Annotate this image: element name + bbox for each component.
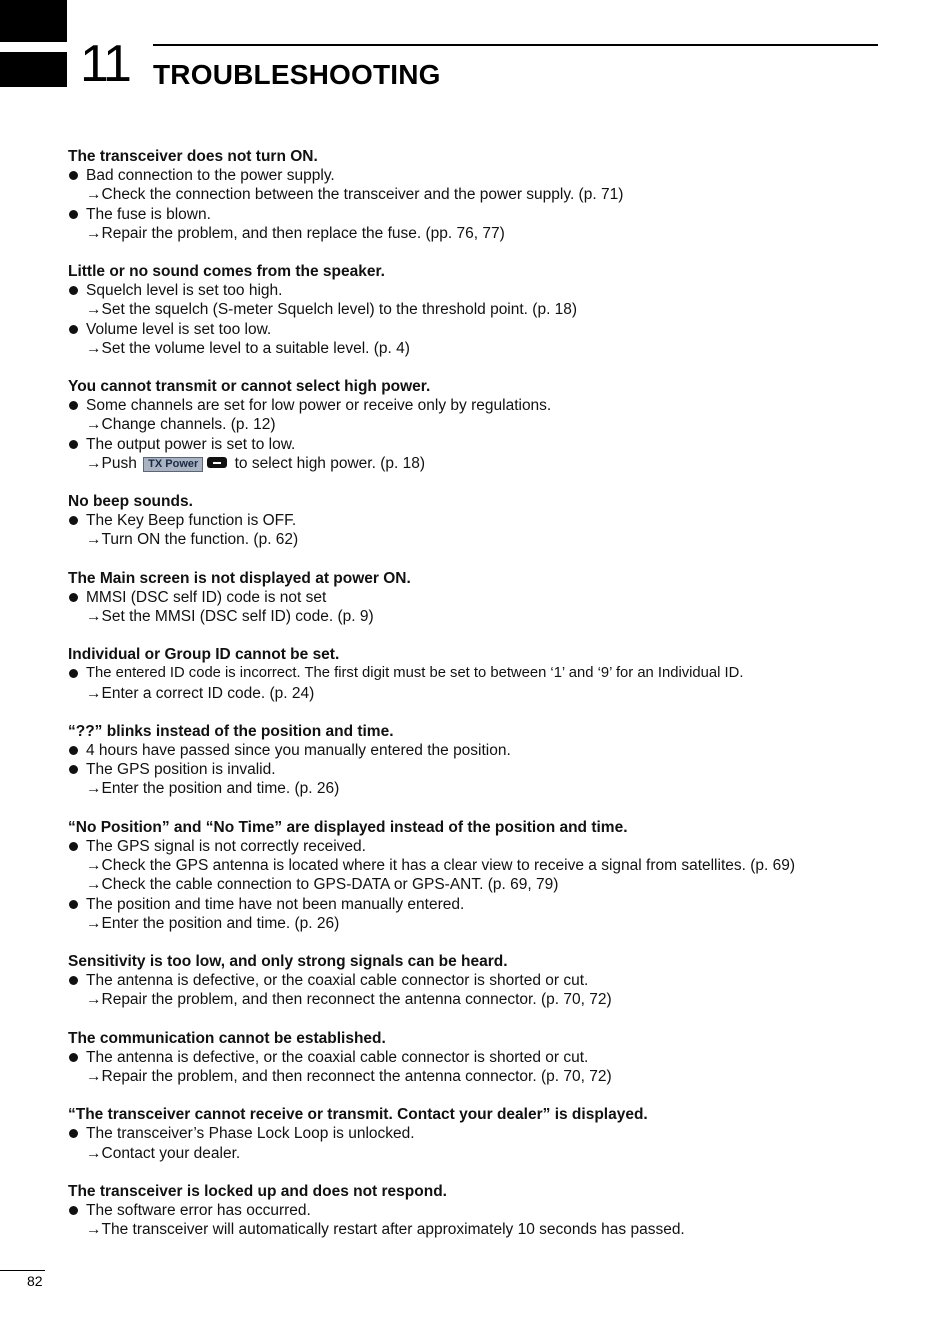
- symptom-item: Volume level is set too low.: [68, 320, 928, 339]
- tx-power-key-icon: TX Power: [143, 457, 203, 472]
- symptom-item: The antenna is defective, or the coaxial cable connector is shorted or cut.: [68, 1048, 928, 1067]
- chapter-title: TROUBLESHOOTING: [153, 59, 441, 90]
- symptom-item: Some channels are set for low power or receive only by regulations.: [68, 396, 928, 415]
- remedy-item: →Set the volume level to a suitable level. (p. 4): [86, 339, 410, 357]
- symptom-item: The fuse is blown.: [68, 205, 928, 224]
- section-heading: “The transceiver cannot receive or transmit. Contact your dealer” is displayed.: [68, 1106, 648, 1124]
- remedy-item: →Repair the problem, and then replace the fuse. (pp. 76, 77): [86, 224, 505, 242]
- section-heading: You cannot transmit or cannot select high power.: [68, 378, 431, 396]
- section-heading: The transceiver is locked up and does not respond.: [68, 1182, 447, 1200]
- symptom-item: The antenna is defective, or the coaxial cable connector is shorted or cut.: [68, 971, 928, 990]
- symptom-item: Squelch level is set too high.: [68, 281, 928, 300]
- section-id-cannot-be-set: [68, 645, 928, 703]
- section-heading: The communication cannot be established.: [68, 1029, 386, 1047]
- symptom-item: Bad connection to the power supply.: [68, 166, 928, 185]
- symptom-item: The GPS position is invalid.: [68, 760, 928, 779]
- section-cannot-transmit: [68, 377, 928, 473]
- section-locked-up: [68, 1182, 928, 1240]
- section-main-screen: [68, 569, 928, 627]
- section-heading: Individual or Group ID cannot be set.: [68, 646, 340, 664]
- remedy-item: →Repair the problem, and then reconnect the antenna connector. (p. 70, 72): [86, 991, 612, 1009]
- remedy-item: →Change channels. (p. 12): [86, 416, 276, 434]
- page-number: 82: [27, 1273, 43, 1289]
- section-heading: “No Position” and “No Time” are displayed instead of the position and time.: [68, 818, 628, 836]
- minus-key-icon: [207, 457, 227, 468]
- push-prefix: →Push: [86, 454, 137, 472]
- troubleshooting-list: [68, 147, 928, 1258]
- remedy-item: →Check the connection between the transceiver and the power supply. (p. 71): [86, 186, 624, 204]
- symptom-item: The entered ID code is incorrect. The first digit must be set to between ‘1’ and ‘9’ for an Individual ID.: [68, 664, 928, 683]
- remedy-item: →Repair the problem, and then reconnect the antenna connector. (p. 70, 72): [86, 1067, 612, 1085]
- remedy-item: →The transceiver will automatically restart after approximately 10 seconds has passed.: [86, 1221, 685, 1239]
- remedy-item-push-key: [68, 454, 928, 473]
- section-heading: The transceiver does not turn ON.: [68, 148, 318, 165]
- push-suffix: to select high power. (p. 18): [234, 454, 426, 472]
- section-low-sensitivity: [68, 952, 928, 1010]
- section-communication: [68, 1029, 928, 1087]
- section-heading: The Main screen is not displayed at power ON.: [68, 569, 411, 587]
- remedy-item: →Contact your dealer.: [86, 1144, 241, 1162]
- section-heading: Little or no sound comes from the speaker.: [68, 263, 385, 281]
- remedy-item: →Enter the position and time. (p. 26): [86, 780, 340, 798]
- symptom-item: The output power is set to low.: [68, 435, 928, 454]
- remedy-item: →Set the MMSI (DSC self ID) code. (p. 9): [86, 608, 374, 626]
- section-no-power: [68, 147, 928, 243]
- section-position-blinks: [68, 722, 928, 799]
- section-heading: “??” blinks instead of the position and time.: [68, 722, 394, 740]
- footer-rule: [0, 1270, 45, 1271]
- chapter-tab-top: [0, 0, 67, 42]
- remedy-item: →Set the squelch (S-meter Squelch level) to the threshold point. (p. 18): [86, 301, 578, 319]
- section-contact-dealer: [68, 1105, 928, 1163]
- symptom-item: 4 hours have passed since you manually entered the position.: [68, 741, 928, 760]
- section-heading: Sensitivity is too low, and only strong signals can be heard.: [68, 952, 508, 970]
- symptom-item: The transceiver’s Phase Lock Loop is unlocked.: [68, 1124, 928, 1143]
- remedy-item: →Enter the position and time. (p. 26): [86, 914, 340, 932]
- chapter-number: 11: [80, 35, 130, 93]
- section-heading: No beep sounds.: [68, 493, 193, 511]
- remedy-item: →Enter a correct ID code. (p. 24): [86, 684, 315, 702]
- remedy-item: →Turn ON the function. (p. 62): [86, 531, 299, 549]
- remedy-item: →Check the cable connection to GPS-DATA or GPS-ANT. (p. 69, 79): [86, 876, 559, 894]
- symptom-item: The Key Beep function is OFF.: [68, 511, 928, 530]
- symptom-item: MMSI (DSC self ID) code is not set: [68, 588, 928, 607]
- chapter-tab-bottom: [0, 52, 67, 87]
- section-no-beep: [68, 492, 928, 550]
- symptom-item: The software error has occurred.: [68, 1201, 928, 1220]
- section-no-sound: [68, 262, 928, 358]
- symptom-item: The GPS signal is not correctly received.: [68, 837, 928, 856]
- symptom-item: The position and time have not been manually entered.: [68, 895, 928, 914]
- remedy-item: →Check the GPS antenna is located where it has a clear view to receive a signal from satellites. (p. 69): [86, 857, 796, 875]
- section-no-position-no-time: [68, 818, 928, 933]
- header-rule: [153, 44, 878, 46]
